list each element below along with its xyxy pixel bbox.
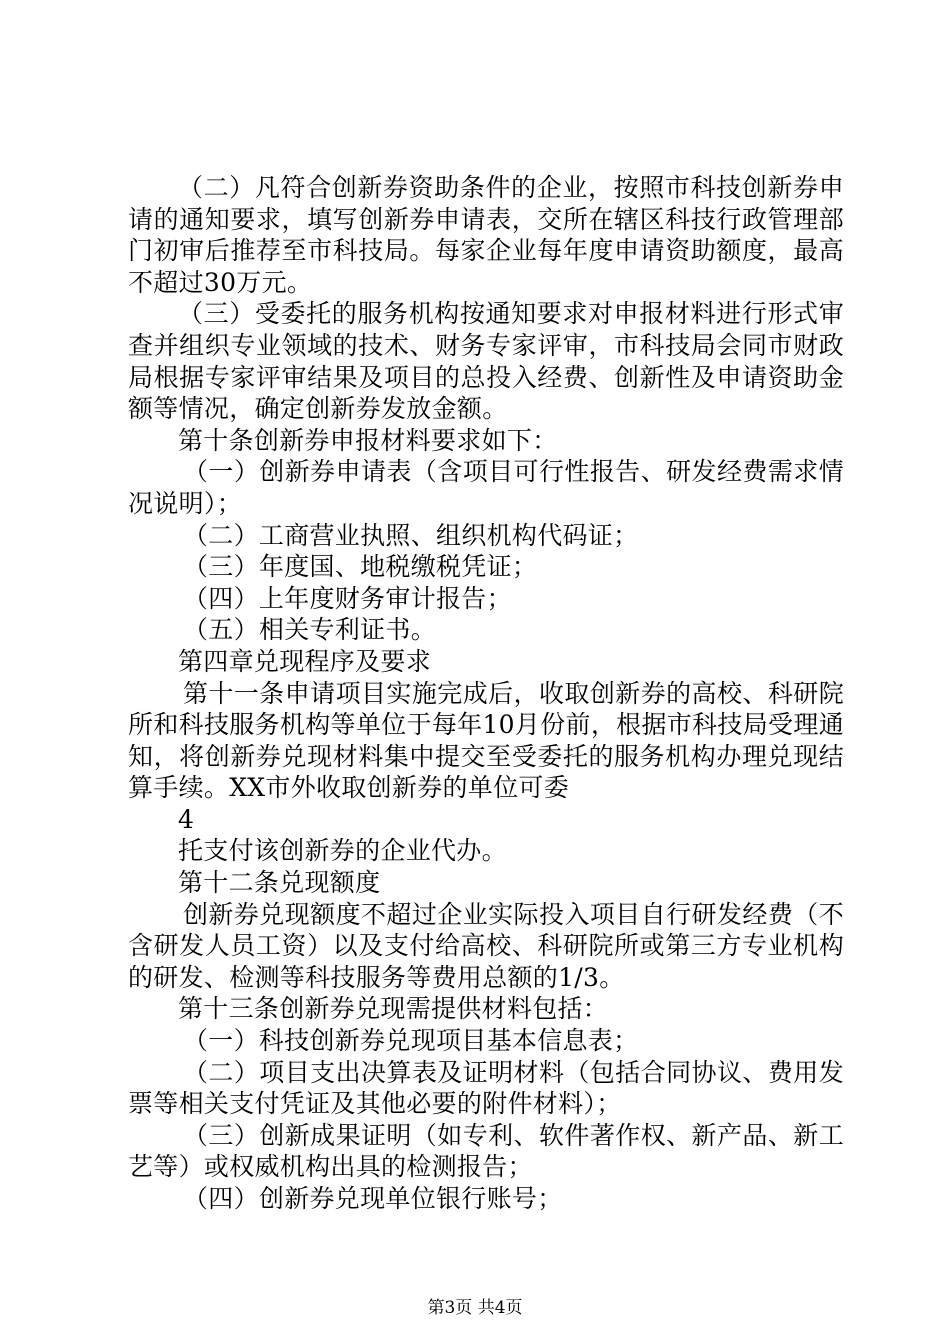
list-item-9: （四）创新券兑现单位银行账号； <box>183 1184 563 1213</box>
article-12-paragraph: 创新券兑现额度不超过企业实际投入项目自行研发经费（不含研发人员工资）以及支付给高校、科研院所或第三方专业机构的研发、检测等科技服务等费用总额的1/3。 <box>128 899 844 992</box>
list-item-3: （三）年度国、地税缴税凭证； <box>183 552 538 582</box>
list-item-7: （二）项目支出决算表及证明材料（包括合同协议、费用发票等相关支付凭证及其他必要的附件材料）； <box>128 1057 844 1119</box>
paragraph-3: （三）受委托的服务机构按通知要求对申报材料进行形式审查并组织专业领域的技术、财务专家评审，市科技局会同市财政局根据专家评审结果及项目的总投入经费、创新性及申请资助金额等情况，确定创新券发放金额。 <box>128 299 844 424</box>
article-10-heading: 第十条创新券申报材料要求如下： <box>178 425 558 455</box>
article-13-heading: 第十三条创新券兑现需提供材料包括： <box>178 994 609 1024</box>
document-body <box>128 172 844 1215</box>
list-item-6: （一）科技创新券兑现项目基本信息表； <box>183 1026 639 1056</box>
inline-page-number: 4 <box>178 804 195 834</box>
article-11-paragraph: 第十一条申请项目实施完成后，收取创新券的高校、科研院所和科技服务机构等单位于每年10月份前，根据市科技局受理通知，将创新券兑现材料集中提交至受委托的服务机构办理兑现结算手续。XX市外收取创新券的单位可委 <box>128 678 844 803</box>
list-item-1: （一）创新券申请表（含项目可行性报告、研发经费需求情况说明）； <box>128 457 844 518</box>
chapter-4-heading: 第四章兑现程序及要求 <box>178 646 432 676</box>
paragraph-2: （二）凡符合创新券资助条件的企业，按照市科技创新券申请的通知要求，填写创新券申请表，交所在辖区科技行政管理部门初审后推荐至市科技局。每家企业每年度申请资助额度，最高不超过30万元。 <box>128 173 844 297</box>
article-11-continuation: 托支付该创新券的企业代办。 <box>178 836 507 866</box>
list-item-5: （五）相关专利证书。 <box>183 615 437 645</box>
article-12-heading: 第十二条兑现额度 <box>178 868 381 898</box>
list-item-4: （四）上年度财务审计报告； <box>183 583 512 613</box>
list-item-2: （二）工商营业执照、组织机构代码证； <box>183 520 639 550</box>
list-item-8: （三）创新成果证明（如专利、软件著作权、新产品、新工艺等）或权威机构出具的检测报告； <box>128 1120 844 1182</box>
page-footer: 第3页 共4页 <box>427 1298 523 1318</box>
